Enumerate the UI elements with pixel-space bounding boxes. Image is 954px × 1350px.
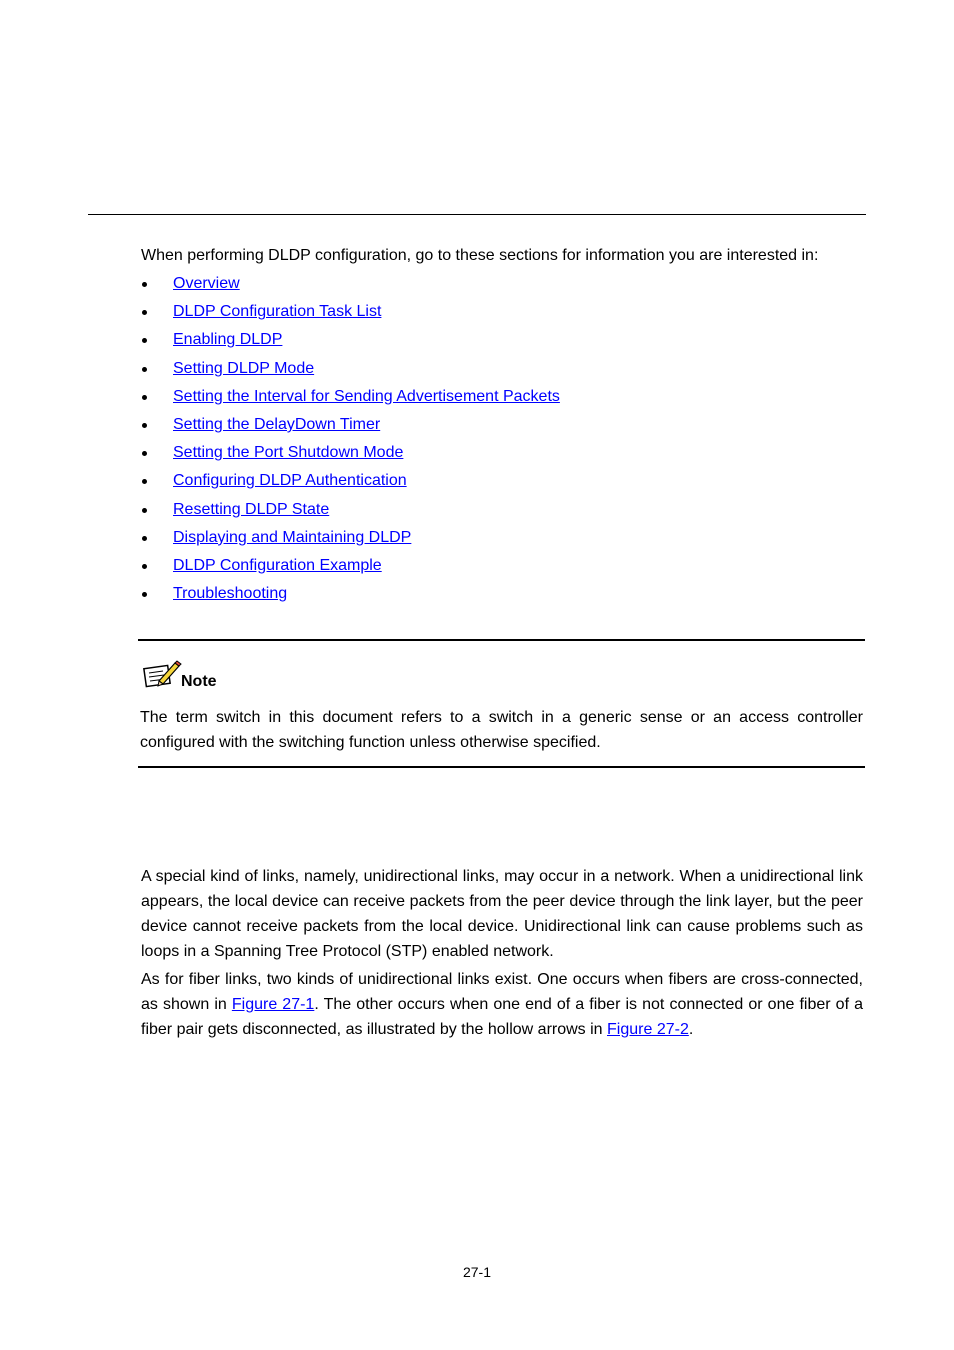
bullet-icon: [142, 367, 147, 372]
note-pencil-icon: [142, 659, 182, 691]
note-text: The term switch in this document refers to a switch in a generic sense or an access controller configured with the switching function unless otherwise specified.: [140, 709, 863, 751]
toc-link-delaydown-timer[interactable]: Setting the DelayDown Timer: [173, 415, 381, 433]
paragraph-fiber-links: [141, 967, 863, 1042]
toc-link-dldp-mode[interactable]: Setting DLDP Mode: [173, 359, 315, 377]
bullet-icon: [142, 508, 147, 513]
toc-link-troubleshooting[interactable]: Troubleshooting: [173, 585, 288, 603]
toc-link-configuration-example[interactable]: DLDP Configuration Example: [173, 556, 382, 574]
bullet-icon: [142, 338, 147, 343]
toc-link-task-list[interactable]: DLDP Configuration Task List: [173, 303, 382, 321]
note-label: Note: [181, 673, 217, 690]
header-rule: [88, 214, 866, 215]
bullet-icon: [142, 423, 147, 428]
toc-link-enabling-dldp[interactable]: Enabling DLDP: [173, 331, 283, 349]
bullet-icon: [142, 536, 147, 541]
bullet-icon: [142, 479, 147, 484]
toc-link-port-shutdown-mode[interactable]: Setting the Port Shutdown Mode: [173, 444, 404, 462]
toc-link-advertisement-interval[interactable]: Setting the Interval for Sending Advertisement Packets: [173, 387, 560, 405]
bullet-icon: [142, 282, 147, 287]
bullet-icon: [142, 592, 147, 597]
bullet-icon: [142, 451, 147, 456]
paragraph-text: . The other occurs when one end of a fiber is not connected or one fiber of a fiber pair gets disconnected, as illustrated by the hollow arrows in: [141, 996, 864, 1038]
figure-27-1-link[interactable]: Figure 27-1: [231, 996, 315, 1013]
intro-text: When performing DLDP configuration, go to these sections for information you are interested in:: [141, 247, 819, 264]
toc-link-resetting-state[interactable]: Resetting DLDP State: [173, 500, 330, 518]
paragraph-unidirectional-links: A special kind of links, namely, unidirectional links, may occur in a network. When a unidirectional link appears, the local device can receive packets from the peer device through the link layer, but the peer device cannot receive packets from the local device. Unidirectional link can cause problems such as loops in a Spanning Tree Protocol (STP) enabled network.: [141, 868, 863, 960]
toc-link-displaying-maintaining[interactable]: Displaying and Maintaining DLDP: [173, 528, 412, 546]
page-number: 27-1: [462, 1264, 492, 1280]
bullet-icon: [142, 395, 147, 400]
toc-link-overview[interactable]: Overview: [173, 275, 240, 292]
paragraph-text: .: [688, 1021, 694, 1038]
figure-27-2-link[interactable]: Figure 27-2: [607, 1021, 689, 1038]
note-box: [138, 639, 865, 768]
bullet-icon: [142, 310, 147, 315]
toc-link-authentication[interactable]: Configuring DLDP Authentication: [173, 472, 407, 490]
bullet-icon: [142, 564, 147, 569]
paragraph-text: As for fiber links, two kinds of unidirectional links exist. One occurs when fibers are cross-connected, as shown in: [141, 971, 863, 1013]
